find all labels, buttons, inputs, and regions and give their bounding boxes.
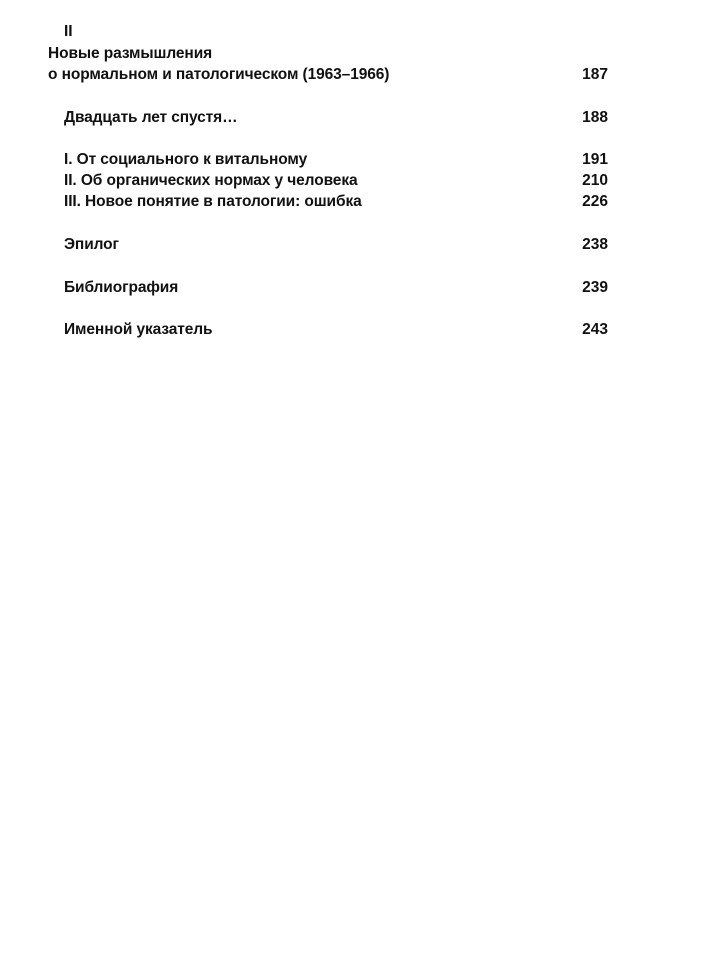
toc-entry-page: 188	[582, 109, 608, 126]
toc-entry-label: Именной указатель	[64, 321, 213, 338]
toc-entry-label: I. От социального к витальному	[64, 151, 308, 168]
toc-entry-page: 238	[582, 236, 608, 253]
toc-entry-label: II. Об органических нормах у человека	[64, 172, 358, 189]
part-numeral: II	[64, 23, 73, 40]
toc-entry-label: Эпилог	[64, 236, 119, 253]
toc-entry-label: Двадцать лет спустя…	[64, 109, 238, 126]
toc-entry-page: 239	[582, 279, 608, 296]
toc-entry-page: 243	[582, 321, 608, 338]
part-title-line1: Новые размышления	[48, 45, 213, 62]
toc-entry-label: III. Новое понятие в патологии: ошибка	[64, 193, 362, 210]
toc-entry-page: 226	[582, 193, 608, 210]
toc-entry-page: 191	[582, 151, 608, 168]
part-title-line2: о нормальном и патологическом (1963–1966)	[48, 66, 390, 83]
toc-entry-page: 210	[582, 172, 608, 189]
part-page-number: 187	[582, 66, 608, 83]
toc-entry-label: Библиография	[64, 279, 179, 296]
